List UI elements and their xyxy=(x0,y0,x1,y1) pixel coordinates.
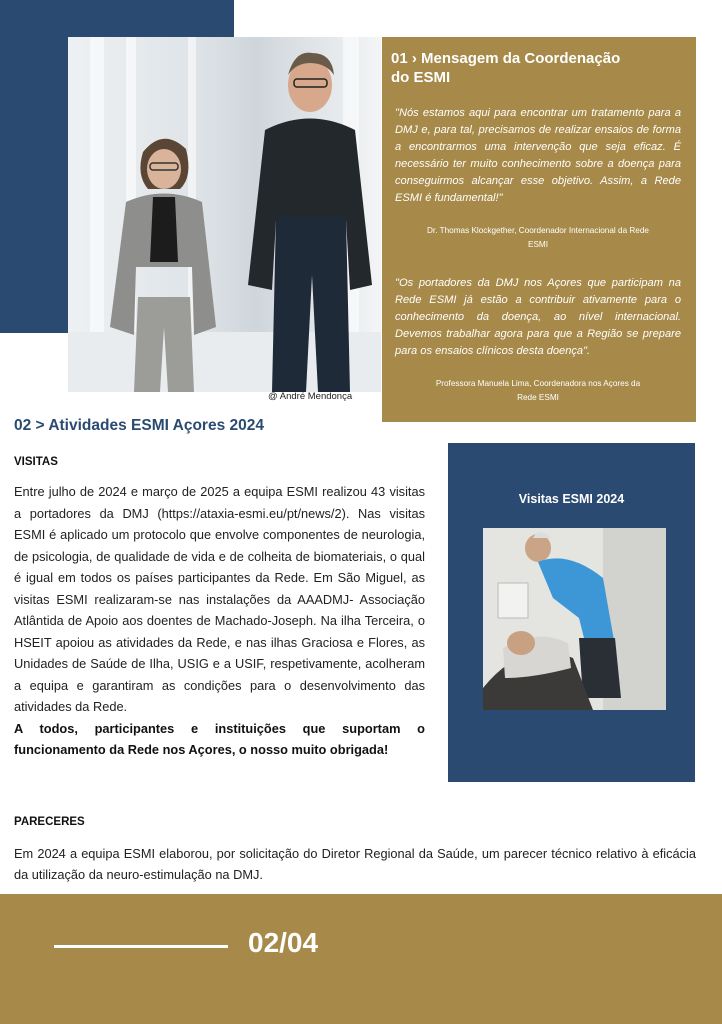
quote-klockgether: "Nós estamos aqui para encontrar um tratamento para a DMJ e, para tal, precisamos de realizar ensaios de forma a encontrarmos uma intervenção que seja eficaz. É necessário ter muito conhecimento sobre a doença para conseguirmos alcançar esse objetivo. Assim, a Rede ESMI é fundamental!" xyxy=(395,107,681,204)
coordination-message-box xyxy=(382,37,696,422)
thanks-text: A todos, participantes e instituições que suportam o funcionamento da Rede nos Açores, o nosso muito obrigada! xyxy=(14,720,425,757)
photo-credit: @ André Mendonça xyxy=(268,391,353,402)
coordinators-photo xyxy=(68,37,381,392)
visitas-paragraph: Entre julho de 2024 e março de 2025 a equipa ESMI realizou 43 visitas a portadores da DMJ (https://ataxia-esmi.eu/pt/news/2). Nas visitas ESMI é aplicado um protocolo que envolve componentes de neurologia, de psicologia, de qualidade de vida e de colheita de biomateriais, o qual é igual em todos os países participantes da Rede. Em São Miguel, as visitas ESMI realizaram-se nas instalações da AAADMJ- Associação Atlântida de Apoio aos doentes de Machado-Joseph. Na ilha Terceira, o HSEIT apoiou as atividades da Rede, e nas ilhas Graciosa e Flores, as Unidades de Saúde de Ilha, USIG e a USIF, respetivamente, acolheram a equipa e garantiram as condições para o desenvolvimento das atividades da Rede. xyxy=(14,484,425,714)
visits-card xyxy=(448,443,695,782)
visit-photo xyxy=(483,528,666,710)
section1-title: 01 › Mensagem da Coordenação do ESMI xyxy=(391,50,621,86)
visitas-body xyxy=(14,481,425,761)
visitas-heading: VISITAS xyxy=(14,456,58,468)
page-number: 02/04 xyxy=(248,927,319,958)
pareceres-body: Em 2024 a equipa ESMI elaborou, por solicitação do Diretor Regional da Saúde, um parecer técnico relativo à eficácia da utilização da neuro-estimulação na DMJ. xyxy=(14,846,696,882)
footer-band xyxy=(0,894,722,1024)
pareceres-heading: PARECERES xyxy=(14,816,85,828)
attribution-lima: Professora Manuela Lima, Coordenadora nos Açores da Rede ESMI xyxy=(435,379,641,402)
man-figure xyxy=(240,45,375,392)
footer-rule xyxy=(54,945,228,948)
visits-card-title: Visitas ESMI 2024 xyxy=(518,492,625,506)
woman-figure xyxy=(98,127,228,392)
quote-lima: "Os portadores da DMJ nos Açores que participam na Rede ESMI já estão a contribuir ativamente para o conhecimento da doença, ao nível internacional. Devemos trabalhar agora para que a Região se prepare para os ensaios clínicos desta doença". xyxy=(395,277,681,357)
attribution-klockgether: Dr. Thomas Klockgether, Coordenador Internacional da Rede ESMI xyxy=(427,226,649,249)
section2-title: 02 > Atividades ESMI Açores 2024 xyxy=(14,417,264,434)
